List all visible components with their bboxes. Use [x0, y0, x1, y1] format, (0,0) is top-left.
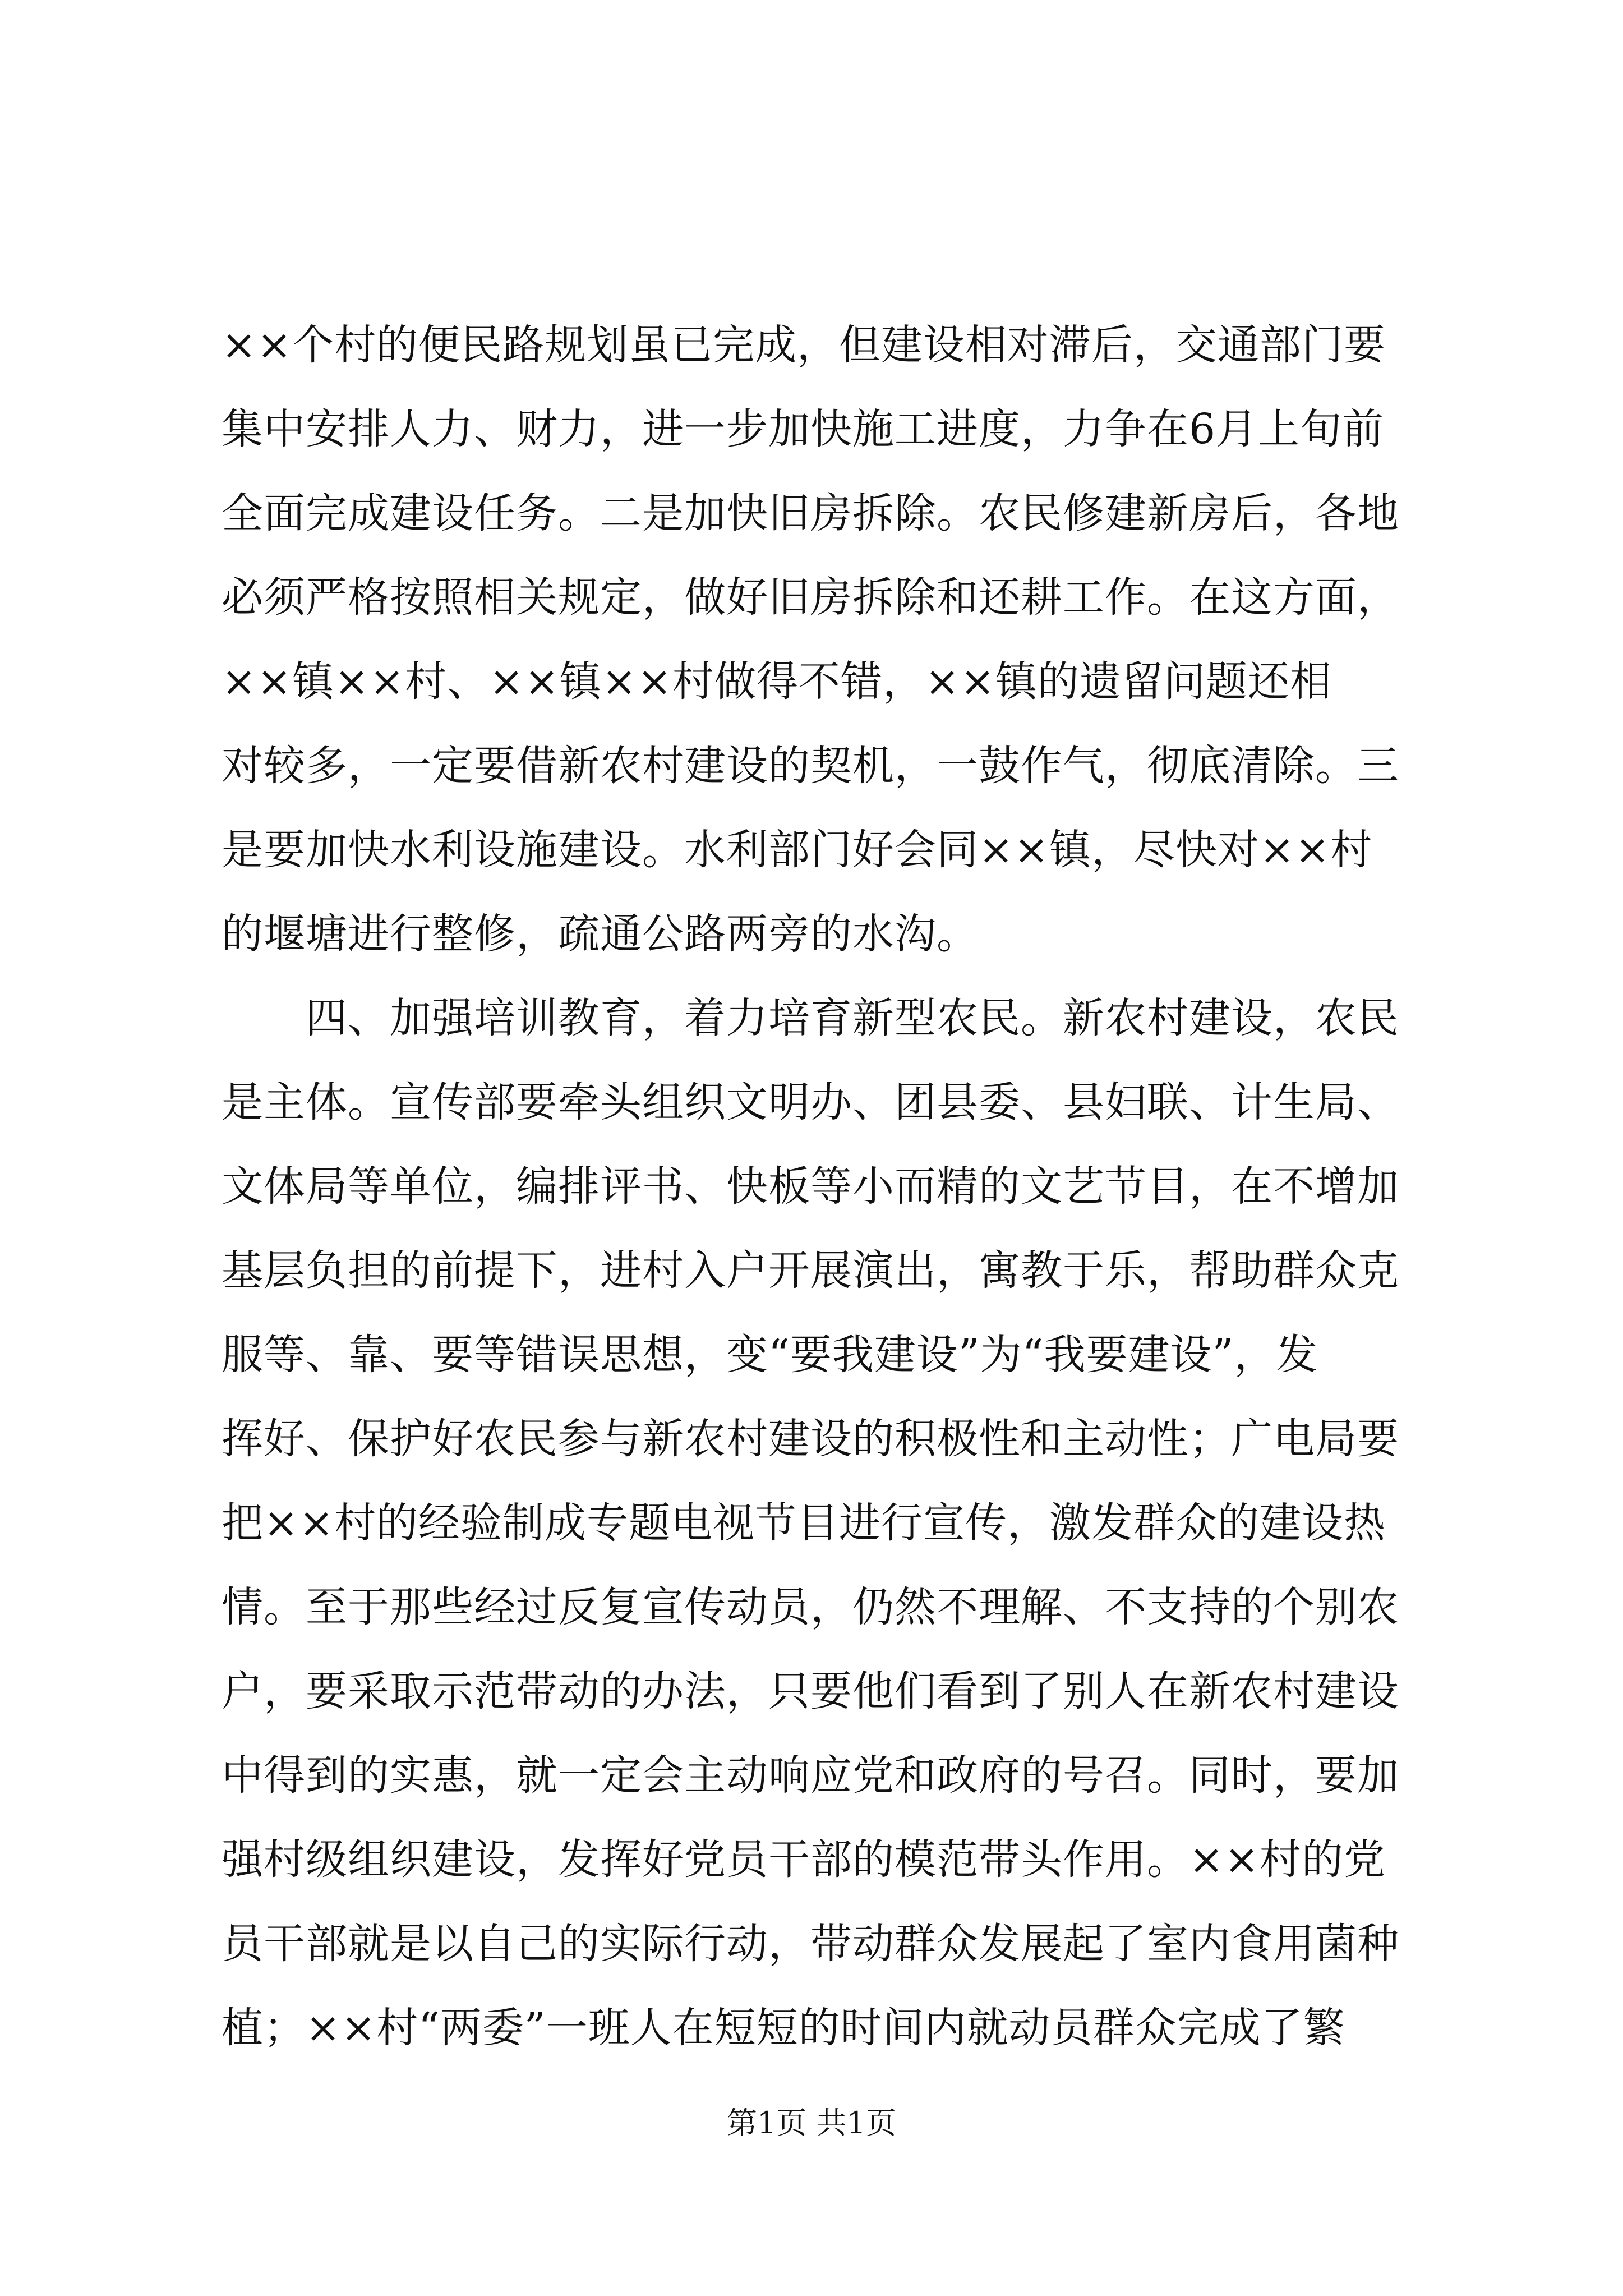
- text-line: 必须严格按照相关规定，做好旧房拆除和还耕工作。在这方面，: [222, 573, 1399, 622]
- text-line: 全面完成建设任务。二是加快旧房拆除。农民修建新房后，各地: [222, 489, 1399, 537]
- text-line: 是主体。宣传部要牵头组织文明办、团县委、县妇联、计生局、: [222, 1078, 1399, 1126]
- text-line: 强村级组织建设，发挥好党员干部的模范带头作用。××村的党: [222, 1835, 1386, 1884]
- text-line: 对较多，一定要借新农村建设的契机，一鼓作气，彻底清除。三: [222, 742, 1399, 790]
- text-line: 员干部就是以自己的实际行动，带动群众发展起了室内食用菌种: [222, 1920, 1399, 1968]
- text-line: 户，要采取示范带动的办法，只要他们看到了别人在新农村建设: [222, 1667, 1399, 1715]
- text-line: 四、加强培训教育，着力培育新型农民。新农村建设，农民: [222, 994, 1399, 1042]
- text-line: 服等、靠、要等错误思想，变“要我建设”为“我要建设”，发: [222, 1331, 1318, 1379]
- text-line: 情。至于那些经过反复宣传动员，仍然不理解、不支持的个别农: [222, 1583, 1399, 1631]
- text-line: 基层负担的前提下，进村入户开展演出，寓教于乐，帮助群众克: [222, 1246, 1399, 1295]
- page-footer: [0, 2101, 1623, 2146]
- text-line: 中得到的实惠，就一定会主动响应党和政府的号召。同时，要加: [222, 1751, 1399, 1800]
- text-line: 把××村的经验制成专题电视节目进行宣传，激发群众的建设热: [222, 1499, 1386, 1547]
- body-text: [222, 303, 1402, 2070]
- text-line: 植；××村“两委”一班人在短短的时间内就动员群众完成了繁: [222, 2004, 1345, 2052]
- text-line: ××个村的便民路规划虽已完成，但建设相对滞后，交通部门要: [222, 321, 1386, 369]
- text-line: 集中安排人力、财力，进一步加快施工进度，力争在6月上旬前: [222, 405, 1385, 453]
- text-line: ××镇××村、××镇××村做得不错，××镇的遗留问题还相: [222, 657, 1332, 706]
- page-number-label: 第1页 共1页: [727, 2105, 896, 2141]
- text-line: 的堰塘进行整修，疏通公路两旁的水沟。: [222, 910, 979, 958]
- text-line: 是要加快水利设施建设。水利部门好会同××镇，尽快对××村: [222, 826, 1373, 874]
- text-line: 文体局等单位，编排评书、快板等小而精的文艺节目，在不增加: [222, 1162, 1399, 1211]
- text-line: 挥好、保护好农民参与新农村建设的积极性和主动性；广电局要: [222, 1415, 1399, 1463]
